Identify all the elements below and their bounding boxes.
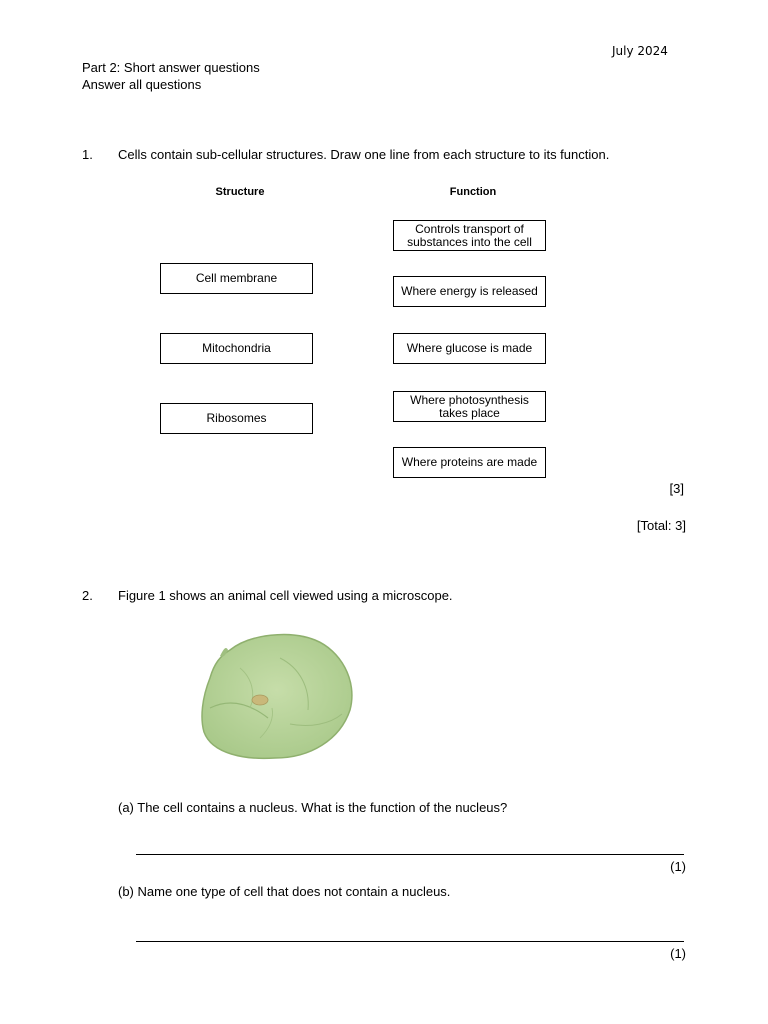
part-title: Part 2: Short answer questions <box>82 60 260 75</box>
q2b-answer-line[interactable] <box>136 941 684 942</box>
q1-marks: [3] <box>669 481 684 496</box>
q1-text: Cells contain sub-cellular structures. Draw one line from each structure to its function. <box>118 147 610 162</box>
q1-number: 1. <box>82 147 93 162</box>
structure-box-ribosomes[interactable]: Ribosomes <box>160 403 313 434</box>
function-box-transport[interactable]: Controls transport of substances into the cell <box>393 220 546 251</box>
structure-box-mitochondria[interactable]: Mitochondria <box>160 333 313 364</box>
function-heading: Function <box>449 186 497 198</box>
q2b-marks: (1) <box>670 946 686 961</box>
structure-heading: Structure <box>215 186 265 198</box>
instruction-text: Answer all questions <box>82 77 202 92</box>
q2a-text: (a) The cell contains a nucleus. What is the function of the nucleus? <box>118 800 508 815</box>
q2b-text: (b) Name one type of cell that does not contain a nucleus. <box>118 884 451 899</box>
animal-cell-image <box>190 628 360 768</box>
function-box-glucose[interactable]: Where glucose is made <box>393 333 546 364</box>
nucleus-shape <box>252 695 268 705</box>
q2a-marks: (1) <box>670 859 686 874</box>
function-box-photosynthesis[interactable]: Where photosynthesis takes place <box>393 391 546 422</box>
q1-total: [Total: 3] <box>636 518 686 533</box>
q2a-answer-line[interactable] <box>136 854 684 855</box>
structure-box-cell-membrane[interactable]: Cell membrane <box>160 263 313 294</box>
function-box-energy[interactable]: Where energy is released <box>393 276 546 307</box>
function-box-proteins[interactable]: Where proteins are made <box>393 447 546 478</box>
date-label: July 2024 <box>612 44 668 58</box>
q2-number: 2. <box>82 588 93 603</box>
q2-text: Figure 1 shows an animal cell viewed using a microscope. <box>118 588 453 603</box>
